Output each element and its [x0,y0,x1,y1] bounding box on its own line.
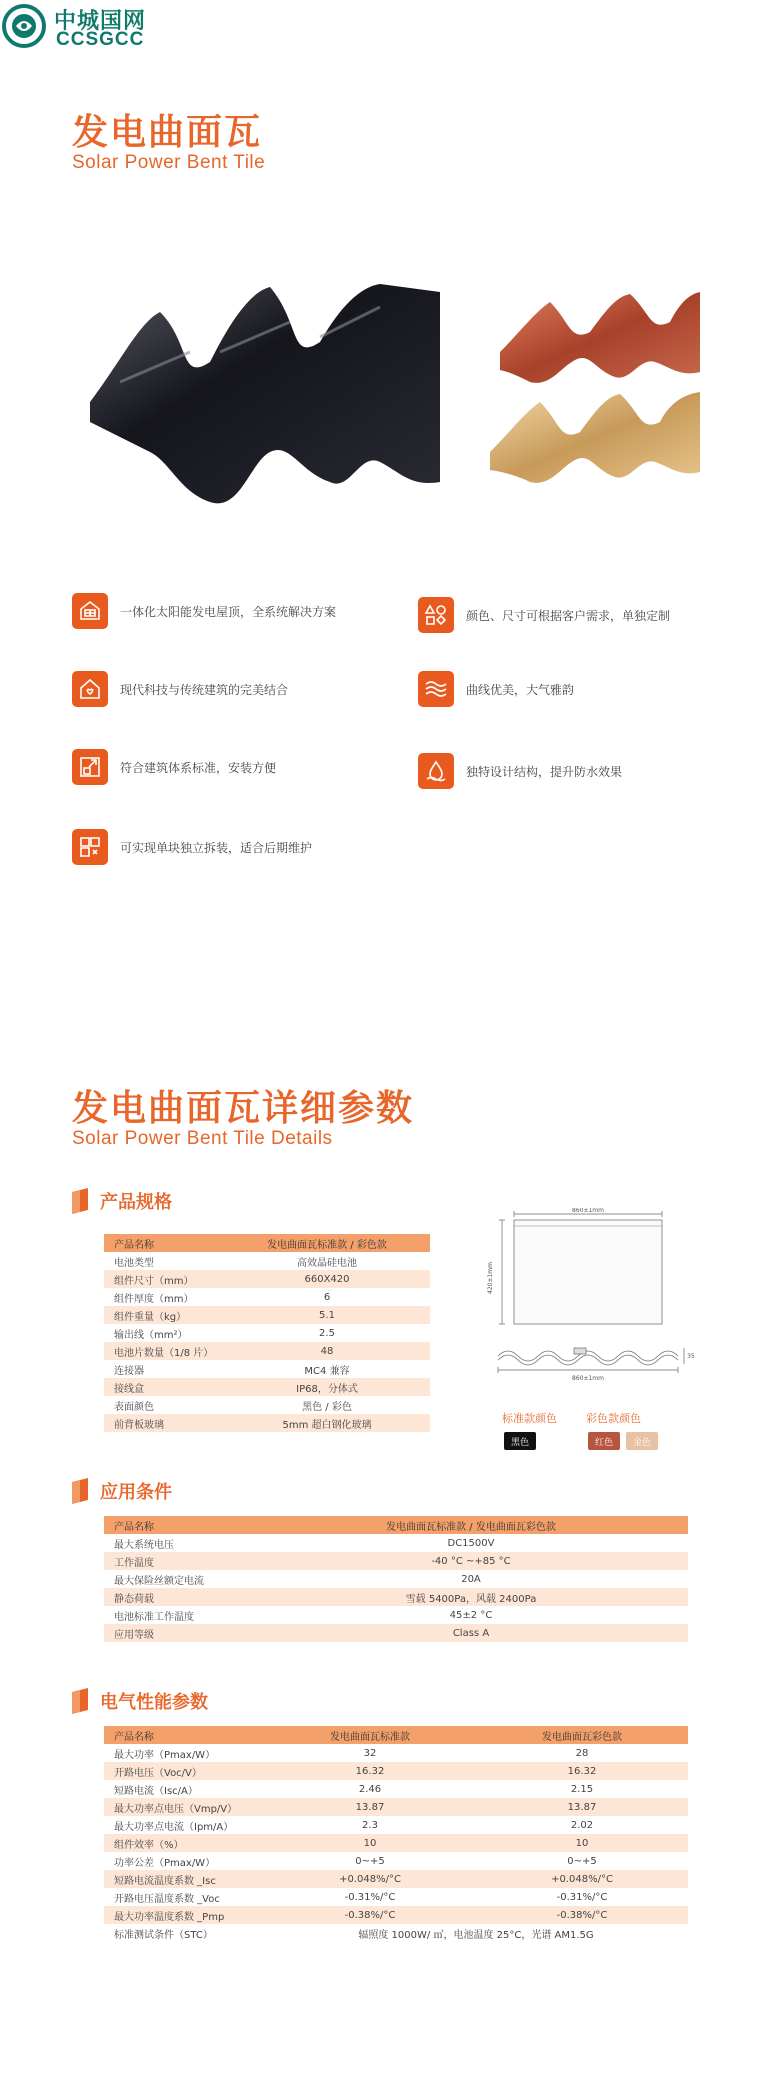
table-cell: Class A [254,1624,688,1642]
swatch-red: 红色 [588,1432,620,1450]
table-cell: 开路电压（Voc/V） [104,1762,264,1780]
table-cell: +0.048%/°C [264,1870,476,1888]
table-header-cell: 发电曲面瓦标准款 / 发电曲面瓦彩色款 [254,1516,688,1534]
table-row [104,1924,688,1942]
technical-drawing [478,1208,698,1398]
table-cell: 前背板玻璃 [104,1414,224,1432]
table-cell: -0.38%/°C [476,1906,688,1924]
table-cell: 2.46 [358,1783,382,1795]
page-subtitle: Solar Power Bent Tile [72,152,266,173]
table-row [104,1852,688,1870]
table-header-cell: 产品名称 [104,1726,264,1744]
table-row [104,1288,430,1306]
table-cell: DC1500V [447,1537,495,1549]
brand-emblem-icon [2,4,46,48]
table-cell: 最大功率点电流（Ipm/A） [114,1821,234,1833]
table-cell: 最大保险丝额定电流 [114,1575,204,1587]
feature-item [72,748,276,786]
table-header-cell: 发电曲面瓦标准款 [264,1726,476,1744]
table-cell: 2.5 [319,1327,335,1339]
details-subtitle: Solar Power Bent Tile Details [72,1128,333,1149]
table-row [104,1324,430,1342]
table-header-cell: 发电曲面瓦彩色款 [476,1726,688,1744]
table-cell: 表面颜色 [114,1401,154,1413]
table-cell: 标准测试条件（STC） [114,1929,213,1941]
electrical-table [104,1726,688,1942]
table-row [104,1606,688,1624]
conditions-table [104,1516,688,1642]
feature-item [418,596,670,634]
table-header-cell: 产品名称 [104,1234,224,1252]
table-row [104,1588,688,1606]
table-cell: 16.32 [476,1762,688,1780]
table-cell: 连接器 [114,1365,144,1377]
spec-table [104,1234,430,1432]
conditions-section-title [72,1476,172,1506]
brand-name-cn: 中城国网 [54,9,147,34]
table-cell: 雪载 5400Pa，风载 2400Pa [254,1588,688,1606]
spec-section-title [72,1186,172,1216]
table-row [104,1570,688,1588]
section-flag-icon [72,1188,88,1214]
table-cell: 6 [323,1291,331,1303]
modules-icon [72,829,108,865]
table-cell: 开路电压温度系数 _Voc [114,1893,220,1905]
table-row [104,1378,430,1396]
feature-item [72,828,312,866]
feature-text: 曲线优美，大气雅韵 [466,682,575,697]
table-cell: 组件重量（kg） [104,1306,224,1324]
table-cell: 5.1 [224,1306,430,1324]
table-cell: 10 [476,1834,688,1852]
table-cell: 5mm 超白钢化玻璃 [224,1414,430,1432]
table-cell: 组件尺寸（mm） [104,1270,224,1288]
feature-text: 一体化太阳能发电屋顶，全系统解决方案 [120,604,337,619]
feature-item [72,592,336,630]
table-header-cell: 产品名称 [104,1516,254,1534]
table-cell: 功率公差（Pmax/W） [114,1857,216,1869]
table-row [104,1396,430,1414]
red-tile [500,292,700,383]
table-cell: 短路电流温度系数 _Isc [104,1870,264,1888]
table-row [104,1306,430,1324]
table-cell: -40 °C ~+85 °C [254,1552,688,1570]
table-row [104,1870,688,1888]
table-cell: -0.38%/°C [264,1906,476,1924]
house-panel-icon [72,593,108,629]
table-cell: 13.87 [264,1798,476,1816]
table-cell: 45±2 °C [449,1609,493,1621]
feature-text: 独特设计结构，提升防水效果 [466,764,623,779]
gold-tile [490,392,700,483]
table-cell: 输出线（mm²） [114,1329,188,1341]
table-cell: 组件效率（%） [104,1834,264,1852]
table-cell: 工作温度 [104,1552,254,1570]
section-flag-icon [72,1478,88,1504]
shapes-icon [418,597,454,633]
swatch-black: 黑色 [504,1432,536,1450]
table-cell: 组件厚度（mm） [114,1293,194,1305]
table-cell: 黑色 / 彩色 [302,1401,352,1413]
table-row [104,1906,688,1924]
table-row [104,1270,430,1288]
feature-text: 现代科技与传统建筑的完美结合 [120,682,289,697]
table-cell: 电池片数量（1/8 片） [104,1342,224,1360]
drawing-side-label: 35 [687,1353,695,1360]
table-row [104,1252,430,1270]
table-cell: 最大系统电压 [114,1539,174,1551]
section-label: 产品规格 [100,1192,172,1213]
table-cell: 0~+5 [355,1855,385,1867]
frame-arrow-icon [72,749,108,785]
table-row [104,1534,688,1552]
feature-item [418,752,622,790]
page-title: 发电曲面瓦 [72,112,263,153]
section-label: 电气性能参数 [100,1692,208,1713]
colored-color-title: 彩色款颜色 [586,1412,641,1425]
table-cell: 660X420 [224,1270,430,1288]
table-cell: 电池类型 [114,1257,154,1269]
table-cell: 应用等级 [104,1624,254,1642]
table-cell: 辐照度 1000W/ ㎡，电池温度 25°C，光谱 AM1.5G [358,1929,594,1941]
table-cell: 13.87 [476,1798,688,1816]
drawing-width-label: 860±1mm [572,1208,604,1214]
table-cell: +0.048%/°C [476,1870,688,1888]
table-row [104,1780,688,1798]
table-row [104,1744,688,1762]
table-cell: 静态荷载 [104,1588,254,1606]
table-cell: 接线盒 [104,1378,224,1396]
product-hero-image [80,282,700,512]
table-header-row [104,1726,688,1744]
feature-text: 符合建筑体系标准，安装方便 [120,760,277,775]
feature-item [72,670,288,708]
section-label: 应用条件 [100,1482,172,1503]
details-title: 发电曲面瓦详细参数 [72,1088,415,1129]
table-row [104,1816,688,1834]
table-cell: 短路电流（Isc/A） [114,1785,198,1797]
table-row [104,1834,688,1852]
feature-text: 颜色、尺寸可根据客户需求，单独定制 [466,608,671,623]
home-heart-icon [72,671,108,707]
table-cell: 高效晶硅电池 [297,1257,357,1269]
table-cell: 48 [224,1342,430,1360]
table-row [104,1624,688,1642]
table-cell: MC4 兼容 [304,1365,350,1377]
black-tile [90,284,440,503]
table-cell: 28 [575,1747,589,1759]
table-cell: 最大功率（Pmax/W） [114,1749,216,1761]
drop-icon [418,753,454,789]
table-header-row [104,1234,430,1252]
wave-icon [418,671,454,707]
table-cell: 20A [461,1573,481,1585]
table-row [104,1360,430,1378]
table-header-row [104,1516,688,1534]
brand-name-en: CCSGCC [56,29,145,50]
electrical-section-title [72,1686,208,1716]
table-cell: 最大功率温度系数 _Pmp [104,1906,264,1924]
table-cell: 32 [363,1747,377,1759]
table-cell: IP68，分体式 [224,1378,430,1396]
table-cell: 电池标准工作温度 [114,1611,194,1623]
standard-color-title: 标准款颜色 [502,1412,557,1425]
table-row [104,1888,688,1906]
swatch-gold: 金色 [626,1432,658,1450]
table-cell: 10 [264,1834,476,1852]
table-row [104,1414,430,1432]
brand-logo [2,2,202,50]
table-header-cell: 发电曲面瓦标准款 / 彩色款 [224,1234,430,1252]
table-cell: 2.3 [362,1819,378,1831]
table-cell: 2.15 [570,1783,594,1795]
table-row [104,1342,430,1360]
section-flag-icon [72,1688,88,1714]
table-cell: 2.02 [570,1819,594,1831]
table-cell: -0.31%/°C [556,1891,608,1903]
drawing-height-label: 420±1mm [487,1262,494,1294]
table-cell: 最大功率点电压（Vmp/V） [104,1798,264,1816]
feature-item [418,670,574,708]
table-cell: 16.32 [264,1762,476,1780]
table-cell: 0~+5 [567,1855,597,1867]
table-row [104,1552,688,1570]
table-row [104,1798,688,1816]
table-row [104,1762,688,1780]
table-cell: -0.31%/°C [344,1891,396,1903]
feature-text: 可实现单块独立拆装，适合后期维护 [120,840,313,855]
drawing-bottom-label: 860±1mm [572,1375,604,1382]
